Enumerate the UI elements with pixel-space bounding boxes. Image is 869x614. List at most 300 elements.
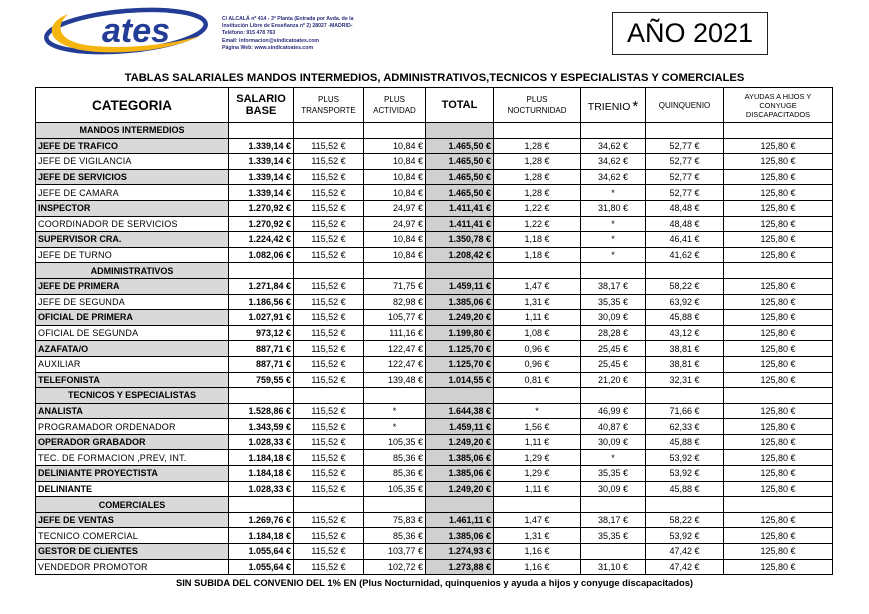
column-header-line: PLUS [526, 95, 548, 104]
cell-plus-nocturnidad: 1,28 € [494, 185, 581, 201]
cell-salario-base: 1.186,56 € [229, 294, 294, 310]
cell-salario-base: 759,55 € [229, 372, 294, 388]
cell-plus-transporte: 115,52 € [294, 356, 364, 372]
category-cell: JEFE DE PRIMERA [36, 278, 229, 294]
cell-plus-actividad: 71,75 € [364, 278, 426, 294]
column-header-categoria [36, 88, 229, 123]
cell-ayudas: 125,80 € [724, 310, 833, 326]
cell-salario-base: 1.269,76 € [229, 512, 294, 528]
column-header-line: CATEGORIA [92, 97, 172, 113]
empty-cell [426, 388, 494, 404]
address-line: C/ ALCALÁ nº 414 - 3ª Planta (Entrada por Avda. de la [222, 16, 354, 22]
cell-trienio: 31,10 € [581, 559, 646, 575]
column-header-ayudas [724, 88, 833, 123]
cell-quinquenio: 52,77 € [646, 138, 724, 154]
cell-quinquenio: 52,77 € [646, 185, 724, 201]
section-title: COMERCIALES [36, 497, 229, 513]
table-row [36, 481, 833, 497]
cell-trienio: * [581, 247, 646, 263]
cell-trienio: 38,17 € [581, 278, 646, 294]
cell-ayudas: 125,80 € [724, 466, 833, 482]
table-row [36, 528, 833, 544]
empty-cell [364, 497, 426, 513]
cell-plus-nocturnidad: 1,29 € [494, 450, 581, 466]
cell-trienio: * [581, 450, 646, 466]
cell-quinquenio: 48,48 € [646, 216, 724, 232]
cell-trienio: 38,17 € [581, 512, 646, 528]
table-row [36, 559, 833, 575]
cell-salario-base: 1.271,84 € [229, 278, 294, 294]
cell-trienio: 31,80 € [581, 200, 646, 216]
cell-total: 1.459,11 € [426, 278, 494, 294]
category-cell: TECNICO COMERCIAL [36, 528, 229, 544]
cell-quinquenio: 71,66 € [646, 403, 724, 419]
cell-trienio: 35,35 € [581, 528, 646, 544]
section-title: ADMINISTRATIVOS [36, 263, 229, 279]
cell-total: 1.125,70 € [426, 356, 494, 372]
cell-plus-nocturnidad: 1,28 € [494, 154, 581, 170]
table-row [36, 434, 833, 450]
cell-trienio: * [581, 232, 646, 248]
cell-plus-nocturnidad: 1,31 € [494, 528, 581, 544]
cell-plus-actividad: 122,47 € [364, 341, 426, 357]
column-header-total [426, 88, 494, 123]
cell-plus-actividad: 122,47 € [364, 356, 426, 372]
empty-cell [581, 388, 646, 404]
cell-quinquenio: 48,48 € [646, 200, 724, 216]
table-row [36, 232, 833, 248]
cell-ayudas: 125,80 € [724, 403, 833, 419]
cell-salario-base: 887,71 € [229, 356, 294, 372]
cell-plus-transporte: 115,52 € [294, 169, 364, 185]
cell-plus-nocturnidad: 1,29 € [494, 466, 581, 482]
category-cell: JEFE DE SERVICIOS [36, 169, 229, 185]
cell-quinquenio: 38,81 € [646, 341, 724, 357]
category-cell: AUXILIAR [36, 356, 229, 372]
cell-plus-actividad: 102,72 € [364, 559, 426, 575]
cell-salario-base: 1.055,64 € [229, 544, 294, 560]
cell-plus-actividad: 10,84 € [364, 169, 426, 185]
cell-total: 1.274,93 € [426, 544, 494, 560]
column-header-plus-transporte [294, 88, 364, 123]
table-header [36, 88, 833, 123]
cell-plus-transporte: 115,52 € [294, 216, 364, 232]
table-row [36, 356, 833, 372]
cell-total: 1.249,20 € [426, 481, 494, 497]
cell-total: 1.350,78 € [426, 232, 494, 248]
section-title: MANDOS INTERMEDIOS [36, 123, 229, 139]
cell-salario-base: 973,12 € [229, 325, 294, 341]
address-line: Institución Libre de Enseñanza nº 2) 28027 -MADRID- [222, 23, 353, 30]
category-cell: INSPECTOR [36, 200, 229, 216]
cell-plus-transporte: 115,52 € [294, 434, 364, 450]
cell-total: 1.411,41 € [426, 200, 494, 216]
cell-ayudas: 125,80 € [724, 154, 833, 170]
cell-salario-base: 1.339,14 € [229, 138, 294, 154]
cell-plus-actividad: 24,97 € [364, 216, 426, 232]
category-cell: TEC. DE FORMACION ,PREV, INT. [36, 450, 229, 466]
cell-ayudas: 125,80 € [724, 528, 833, 544]
cell-total: 1.385,06 € [426, 466, 494, 482]
column-header-line: CONYUGE [759, 100, 797, 110]
section-row [36, 123, 833, 139]
cell-ayudas: 125,80 € [724, 138, 833, 154]
empty-cell [646, 263, 724, 279]
cell-salario-base: 887,71 € [229, 341, 294, 357]
column-header-line: SALARIO [236, 93, 286, 105]
cell-plus-nocturnidad: 1,56 € [494, 419, 581, 435]
empty-cell [294, 497, 364, 513]
cell-total: 1.465,50 € [426, 138, 494, 154]
address-line: Página Web: www.sindicatoates.com [222, 44, 314, 51]
cell-plus-transporte: 115,52 € [294, 512, 364, 528]
empty-cell [426, 263, 494, 279]
empty-cell [724, 388, 833, 404]
category-cell: COORDINADOR DE SERVICIOS [36, 216, 229, 232]
table-row [36, 419, 833, 435]
category-cell: ANALISTA [36, 403, 229, 419]
category-cell: OFICIAL DE PRIMERA [36, 310, 229, 326]
cell-salario-base: 1.028,33 € [229, 434, 294, 450]
column-header-line: PLUS [384, 95, 405, 104]
cell-ayudas: 125,80 € [724, 450, 833, 466]
cell-total: 1.385,06 € [426, 528, 494, 544]
cell-total: 1.125,70 € [426, 341, 494, 357]
cell-ayudas: 125,80 € [724, 341, 833, 357]
ates-logo [38, 5, 210, 57]
cell-plus-nocturnidad: 1,18 € [494, 232, 581, 248]
table-row [36, 341, 833, 357]
cell-plus-actividad: 111,16 € [364, 325, 426, 341]
cell-plus-transporte: 115,52 € [294, 419, 364, 435]
cell-salario-base: 1.184,18 € [229, 466, 294, 482]
cell-plus-transporte: 115,52 € [294, 247, 364, 263]
cell-trienio: 34,62 € [581, 138, 646, 154]
address-line: Teléfono: 915 478 763 [222, 30, 276, 37]
cell-salario-base: 1.027,91 € [229, 310, 294, 326]
cell-plus-nocturnidad: 1,31 € [494, 294, 581, 310]
cell-plus-actividad: 10,84 € [364, 185, 426, 201]
cell-plus-transporte: 115,52 € [294, 278, 364, 294]
table-row [36, 325, 833, 341]
table-body [36, 123, 833, 575]
category-cell: PROGRAMADOR ORDENADOR [36, 419, 229, 435]
category-cell: OFICIAL DE SEGUNDA [36, 325, 229, 341]
cell-total: 1.385,06 € [426, 294, 494, 310]
empty-cell [294, 263, 364, 279]
column-header-plus-nocturnidad [494, 88, 581, 123]
cell-ayudas: 125,80 € [724, 434, 833, 450]
cell-salario-base: 1.184,18 € [229, 450, 294, 466]
empty-cell [426, 497, 494, 513]
cell-quinquenio: 47,42 € [646, 559, 724, 575]
cell-salario-base: 1.339,14 € [229, 154, 294, 170]
section-row [36, 388, 833, 404]
cell-quinquenio: 47,42 € [646, 544, 724, 560]
cell-plus-transporte: 115,52 € [294, 481, 364, 497]
cell-quinquenio: 46,41 € [646, 232, 724, 248]
cell-plus-actividad: * [364, 419, 426, 435]
category-cell: AZAFATA/O [36, 341, 229, 357]
cell-trienio: 35,35 € [581, 294, 646, 310]
cell-ayudas: 125,80 € [724, 481, 833, 497]
category-cell: JEFE DE VENTAS [36, 512, 229, 528]
cell-plus-nocturnidad: 0,96 € [494, 356, 581, 372]
category-cell: SUPERVISOR CRA. [36, 232, 229, 248]
column-header-quinquenio [646, 88, 724, 123]
column-header-line: NOCTURNIDAD [507, 106, 567, 115]
empty-cell [364, 263, 426, 279]
empty-cell [724, 263, 833, 279]
empty-cell [229, 497, 294, 513]
empty-cell [426, 123, 494, 139]
cell-quinquenio: 63,92 € [646, 294, 724, 310]
cell-salario-base: 1.339,14 € [229, 169, 294, 185]
empty-cell [294, 388, 364, 404]
empty-cell [724, 123, 833, 139]
cell-quinquenio: 43,12 € [646, 325, 724, 341]
empty-cell [581, 123, 646, 139]
cell-plus-actividad: 85,36 € [364, 466, 426, 482]
cell-plus-actividad: 10,84 € [364, 154, 426, 170]
cell-trienio: 46,99 € [581, 403, 646, 419]
table-row [36, 310, 833, 326]
cell-trienio: * [581, 185, 646, 201]
cell-trienio [581, 544, 646, 560]
empty-cell [494, 123, 581, 139]
logo-graphic [38, 5, 210, 57]
cell-trienio: 25,45 € [581, 356, 646, 372]
cell-quinquenio: 52,77 € [646, 169, 724, 185]
cell-plus-nocturnidad: 1,28 € [494, 169, 581, 185]
cell-plus-actividad: 105,77 € [364, 310, 426, 326]
cell-plus-actividad: 24,97 € [364, 200, 426, 216]
empty-cell [724, 497, 833, 513]
header-row [36, 88, 833, 123]
section-row [36, 263, 833, 279]
cell-total: 1.644,38 € [426, 403, 494, 419]
asterisk-marker: * [632, 97, 639, 115]
cell-total: 1.461,11 € [426, 512, 494, 528]
cell-trienio: * [581, 216, 646, 232]
column-header-line: AYUDAS A HIJOS Y [744, 91, 812, 101]
cell-salario-base: 1.184,18 € [229, 528, 294, 544]
column-header-line: PLUS [318, 95, 339, 104]
cell-plus-nocturnidad: 1,11 € [494, 434, 581, 450]
cell-plus-transporte: 115,52 € [294, 341, 364, 357]
column-header-line: TRANSPORTE [301, 106, 356, 115]
cell-trienio: 30,09 € [581, 481, 646, 497]
cell-quinquenio: 53,92 € [646, 528, 724, 544]
cell-plus-nocturnidad: 1,22 € [494, 200, 581, 216]
table-row [36, 216, 833, 232]
cell-plus-transporte: 115,52 € [294, 138, 364, 154]
category-cell: VENDEDOR PROMOTOR [36, 559, 229, 575]
cell-total: 1.249,20 € [426, 434, 494, 450]
cell-total: 1.014,55 € [426, 372, 494, 388]
table-row [36, 544, 833, 560]
cell-total: 1.459,11 € [426, 419, 494, 435]
cell-plus-actividad: 82,98 € [364, 294, 426, 310]
category-cell: JEFE DE VIGILANCIA [36, 154, 229, 170]
contact-address-block [222, 16, 354, 52]
cell-quinquenio: 58,22 € [646, 278, 724, 294]
cell-quinquenio: 41,62 € [646, 247, 724, 263]
cell-salario-base: 1.224,42 € [229, 232, 294, 248]
cell-ayudas: 125,80 € [724, 356, 833, 372]
table-row [36, 185, 833, 201]
cell-plus-actividad: 85,36 € [364, 450, 426, 466]
cell-total: 1.465,50 € [426, 185, 494, 201]
category-cell: JEFE DE CAMARA [36, 185, 229, 201]
cell-total: 1.208,42 € [426, 247, 494, 263]
cell-quinquenio: 38,81 € [646, 356, 724, 372]
cell-plus-transporte: 115,52 € [294, 450, 364, 466]
cell-plus-actividad: 103,77 € [364, 544, 426, 560]
table-row [36, 372, 833, 388]
cell-plus-nocturnidad: 1,22 € [494, 216, 581, 232]
cell-ayudas: 125,80 € [724, 372, 833, 388]
cell-plus-nocturnidad: 1,47 € [494, 512, 581, 528]
cell-plus-transporte: 115,52 € [294, 200, 364, 216]
cell-total: 1.465,50 € [426, 169, 494, 185]
empty-cell [581, 263, 646, 279]
logo-lettering: ates [101, 12, 171, 50]
cell-ayudas: 125,80 € [724, 169, 833, 185]
cell-total: 1.249,20 € [426, 310, 494, 326]
cell-trienio: 25,45 € [581, 341, 646, 357]
cell-plus-nocturnidad: 0,96 € [494, 341, 581, 357]
cell-ayudas: 125,80 € [724, 559, 833, 575]
cell-plus-transporte: 115,52 € [294, 403, 364, 419]
table-row [36, 294, 833, 310]
category-cell: JEFE DE SEGUNDA [36, 294, 229, 310]
cell-plus-transporte: 115,52 € [294, 232, 364, 248]
table-row [36, 403, 833, 419]
cell-plus-transporte: 115,52 € [294, 325, 364, 341]
table-row [36, 466, 833, 482]
empty-cell [229, 123, 294, 139]
cell-plus-nocturnidad: 1,47 € [494, 278, 581, 294]
empty-cell [494, 497, 581, 513]
cell-total: 1.385,06 € [426, 450, 494, 466]
category-cell: OPERADOR GRABADOR [36, 434, 229, 450]
cell-plus-transporte: 115,52 € [294, 185, 364, 201]
cell-quinquenio: 32,31 € [646, 372, 724, 388]
category-cell: JEFE DE TRAFICO [36, 138, 229, 154]
cell-plus-actividad: * [364, 403, 426, 419]
table-row [36, 247, 833, 263]
column-header-salario-base [229, 88, 294, 123]
cell-ayudas: 125,80 € [724, 325, 833, 341]
section-row [36, 497, 833, 513]
cell-plus-transporte: 115,52 € [294, 372, 364, 388]
column-header-line: DISCAPACITADOS [745, 109, 811, 119]
cell-quinquenio: 62,33 € [646, 419, 724, 435]
category-cell: GESTOR DE CLIENTES [36, 544, 229, 560]
cell-plus-transporte: 115,52 € [294, 466, 364, 482]
cell-plus-actividad: 75,83 € [364, 512, 426, 528]
table-row [36, 450, 833, 466]
cell-trienio: 30,09 € [581, 310, 646, 326]
cell-plus-transporte: 115,52 € [294, 310, 364, 326]
table-row [36, 154, 833, 170]
empty-cell [364, 388, 426, 404]
cell-plus-actividad: 139,48 € [364, 372, 426, 388]
cell-plus-nocturnidad: 1,16 € [494, 544, 581, 560]
table-row [36, 512, 833, 528]
column-header-line: ACTIVIDAD [373, 106, 416, 115]
cell-total: 1.411,41 € [426, 216, 494, 232]
category-cell: TELEFONISTA [36, 372, 229, 388]
empty-cell [646, 497, 724, 513]
cell-salario-base: 1.082,06 € [229, 247, 294, 263]
cell-ayudas: 125,80 € [724, 512, 833, 528]
cell-ayudas: 125,80 € [724, 247, 833, 263]
cell-ayudas: 125,80 € [724, 185, 833, 201]
cell-plus-nocturnidad: 1,18 € [494, 247, 581, 263]
cell-quinquenio: 53,92 € [646, 466, 724, 482]
cell-plus-transporte: 115,52 € [294, 559, 364, 575]
empty-cell [229, 388, 294, 404]
cell-total: 1.199,80 € [426, 325, 494, 341]
cell-ayudas: 125,80 € [724, 216, 833, 232]
table-row [36, 278, 833, 294]
cell-salario-base: 1.270,92 € [229, 216, 294, 232]
cell-plus-nocturnidad: 1,28 € [494, 138, 581, 154]
empty-cell [494, 388, 581, 404]
address-line: Email: informacion@sindicatoates.com [222, 37, 320, 44]
salary-table [35, 87, 833, 575]
category-cell: JEFE DE TURNO [36, 247, 229, 263]
cell-trienio: 34,62 € [581, 154, 646, 170]
cell-salario-base: 1.528,86 € [229, 403, 294, 419]
cell-plus-actividad: 85,36 € [364, 528, 426, 544]
cell-salario-base: 1.343,59 € [229, 419, 294, 435]
cell-plus-actividad: 10,84 € [364, 232, 426, 248]
category-cell: DELINIANTE PROYECTISTA [36, 466, 229, 482]
cell-trienio: 28,28 € [581, 325, 646, 341]
cell-salario-base: 1.028,33 € [229, 481, 294, 497]
cell-quinquenio: 58,22 € [646, 512, 724, 528]
empty-cell [581, 497, 646, 513]
column-header-line: TOTAL [441, 99, 478, 111]
cell-plus-actividad: 10,84 € [364, 247, 426, 263]
cell-plus-nocturnidad: 1,16 € [494, 559, 581, 575]
cell-trienio: 34,62 € [581, 169, 646, 185]
cell-ayudas: 125,80 € [724, 419, 833, 435]
cell-plus-nocturnidad: 1,11 € [494, 481, 581, 497]
table-row [36, 169, 833, 185]
cell-trienio: 40,87 € [581, 419, 646, 435]
cell-ayudas: 125,80 € [724, 278, 833, 294]
cell-plus-actividad: 10,84 € [364, 138, 426, 154]
empty-cell [646, 388, 724, 404]
cell-plus-transporte: 115,52 € [294, 294, 364, 310]
cell-quinquenio: 45,88 € [646, 310, 724, 326]
cell-plus-actividad: 105,35 € [364, 481, 426, 497]
cell-ayudas: 125,80 € [724, 294, 833, 310]
empty-cell [646, 123, 724, 139]
cell-ayudas: 125,80 € [724, 544, 833, 560]
column-header-trienio [581, 88, 646, 123]
cell-quinquenio: 52,77 € [646, 154, 724, 170]
cell-trienio: 30,09 € [581, 434, 646, 450]
cell-quinquenio: 53,92 € [646, 450, 724, 466]
cell-quinquenio: 45,88 € [646, 434, 724, 450]
cell-ayudas: 125,80 € [724, 232, 833, 248]
cell-plus-nocturnidad: 0,81 € [494, 372, 581, 388]
